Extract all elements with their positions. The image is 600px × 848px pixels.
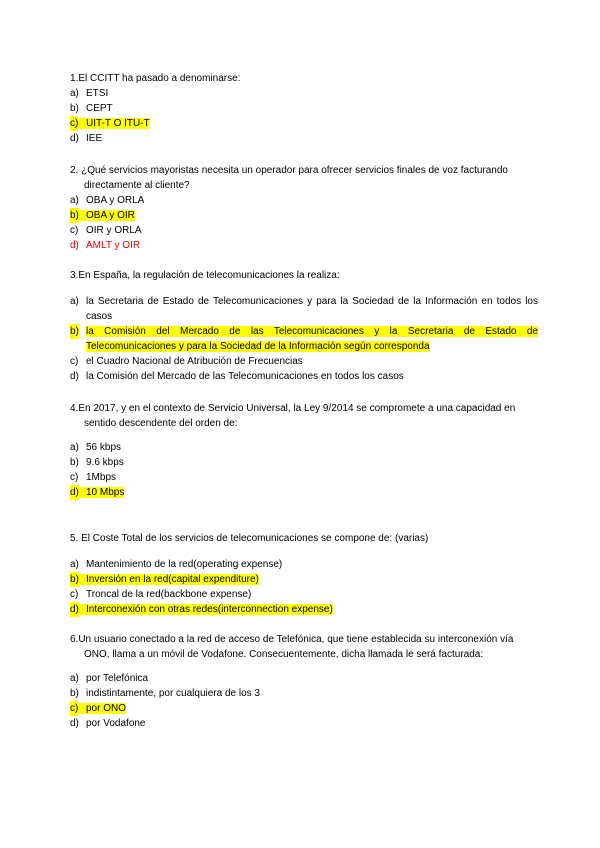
- question-4-text: [70, 401, 536, 431]
- option-5b: [70, 572, 538, 587]
- option-3b: [70, 324, 538, 354]
- option-5d: [70, 602, 538, 617]
- option-letter: b): [70, 688, 79, 699]
- option-text-highlighted: la Comisión del Mercado de las Telecomunicaciones y la Secretaria de Estado de Telecomunicaciones y para la Sociedad de la Información según corresponda: [86, 326, 538, 352]
- question-4-options: [70, 440, 538, 500]
- option-4a: [70, 440, 538, 455]
- option-text: OBA y ORLA: [86, 195, 145, 206]
- option-text: Troncal de la red(backbone expense): [86, 589, 252, 600]
- option-letter: a): [70, 559, 79, 570]
- option-text-red: AMLT y OIR: [86, 240, 141, 251]
- question-6-line-2: ONO, llama a un móvil de Vodafone. Consecuentemente, dicha llamada le será facturada:: [84, 649, 484, 660]
- option-letter: d): [70, 718, 79, 729]
- option-letter: a): [70, 195, 79, 206]
- question-6-text: [70, 632, 536, 662]
- option-6b: [70, 686, 538, 701]
- option-6c: [70, 701, 538, 716]
- question-4-line-1: 4.En 2017, y en el contexto de Servicio Universal, la Ley 9/2014 se compromete a una capacidad en: [70, 403, 516, 414]
- option-text: CEPT: [86, 103, 113, 114]
- option-letter: c): [70, 703, 79, 714]
- option-1d: [70, 131, 538, 146]
- question-5-options: [70, 557, 538, 617]
- option-letter: c): [70, 118, 79, 129]
- option-1c: [70, 116, 538, 131]
- option-text: ETSI: [86, 88, 109, 99]
- option-text-highlighted: OBA y OIR: [70, 210, 135, 221]
- option-text: IEE: [86, 133, 103, 144]
- question-2-line-1: 2. ¿Qué servicios mayoristas necesita un operador para ofrecer servicios finales de voz facturando: [70, 165, 508, 176]
- option-text-highlighted: Interconexión con otras redes(interconnection expense): [70, 604, 333, 615]
- option-text: por Telefónica: [86, 673, 149, 684]
- option-3a: [70, 294, 538, 324]
- option-5a: [70, 557, 538, 572]
- option-6d: [70, 716, 538, 731]
- option-letter: b): [70, 210, 79, 221]
- option-2c: [70, 223, 538, 238]
- option-text: Mantenimiento de la red(operating expense): [86, 559, 283, 570]
- option-letter: b): [70, 574, 79, 585]
- question-2-options: [70, 193, 538, 253]
- question-2-text: [70, 163, 536, 193]
- option-text: el Cuadro Nacional de Atribución de Frecuencias: [86, 356, 303, 367]
- option-letter: c): [70, 589, 79, 600]
- option-letter: d): [70, 133, 79, 144]
- option-letter: b): [70, 457, 79, 468]
- option-letter: a): [70, 673, 79, 684]
- question-3-options: [70, 294, 538, 384]
- option-text: 1Mbps: [86, 472, 117, 483]
- question-4-line-2: sentido descendente del orden de:: [84, 418, 238, 429]
- option-letter: d): [70, 240, 79, 251]
- option-text: 9.6 kbps: [86, 457, 124, 468]
- option-5c: [70, 587, 538, 602]
- option-6a: [70, 671, 538, 686]
- question-3-text: 3.En España, la regulación de telecomunicaciones la realiza:: [70, 270, 340, 281]
- option-2d: [70, 238, 538, 253]
- option-4b: [70, 455, 538, 470]
- option-3c: [70, 354, 538, 369]
- option-letter: d): [70, 487, 79, 498]
- option-1b: [70, 101, 538, 116]
- option-letter: a): [70, 296, 79, 307]
- question-6-line-1: 6.Un usuario conectado a la red de acceso de Telefónica, que tiene establecida su interconexión vía: [70, 634, 514, 645]
- option-2a: [70, 193, 538, 208]
- option-text-highlighted: 10 Mbps: [70, 487, 124, 498]
- option-letter: a): [70, 88, 79, 99]
- option-text: por Vodafone: [86, 718, 146, 729]
- option-2b: [70, 208, 538, 223]
- option-text: 56 kbps: [86, 442, 122, 453]
- question-6-options: [70, 671, 538, 731]
- option-letter: b): [70, 326, 79, 337]
- option-letter: d): [70, 371, 79, 382]
- option-text: OIR y ORLA: [86, 225, 142, 236]
- option-4c: [70, 470, 538, 485]
- option-letter: a): [70, 442, 79, 453]
- question-2-line-2: directamente al cliente?: [84, 180, 190, 191]
- option-1a: [70, 86, 538, 101]
- option-letter: c): [70, 225, 79, 236]
- option-text: la Secretaria de Estado de Telecomunicaciones y para la Sociedad de la Información en todos los casos: [86, 296, 538, 322]
- option-letter: b): [70, 103, 79, 114]
- option-text-highlighted: por ONO: [70, 703, 126, 714]
- option-letter: c): [70, 472, 79, 483]
- question-5-text: 5. El Coste Total de los servicios de telecomunicaciones se compone de: (varias): [70, 533, 429, 544]
- option-letter: d): [70, 604, 79, 615]
- option-text-highlighted: Inversión en la red(capital expenditure): [70, 574, 259, 585]
- option-3d: [70, 369, 538, 384]
- question-1-text: 1.El CCITT ha pasado a denominarse:: [70, 73, 241, 84]
- question-1-options: [70, 86, 538, 146]
- option-letter: c): [70, 356, 79, 367]
- option-text: la Comisión del Mercado de las Telecomunicaciones en todos los casos: [86, 371, 404, 382]
- option-4d: [70, 485, 538, 500]
- option-text-highlighted: UIT-T O ITU-T: [70, 118, 150, 129]
- option-text: indistintamente, por cualquiera de los 3: [86, 688, 260, 699]
